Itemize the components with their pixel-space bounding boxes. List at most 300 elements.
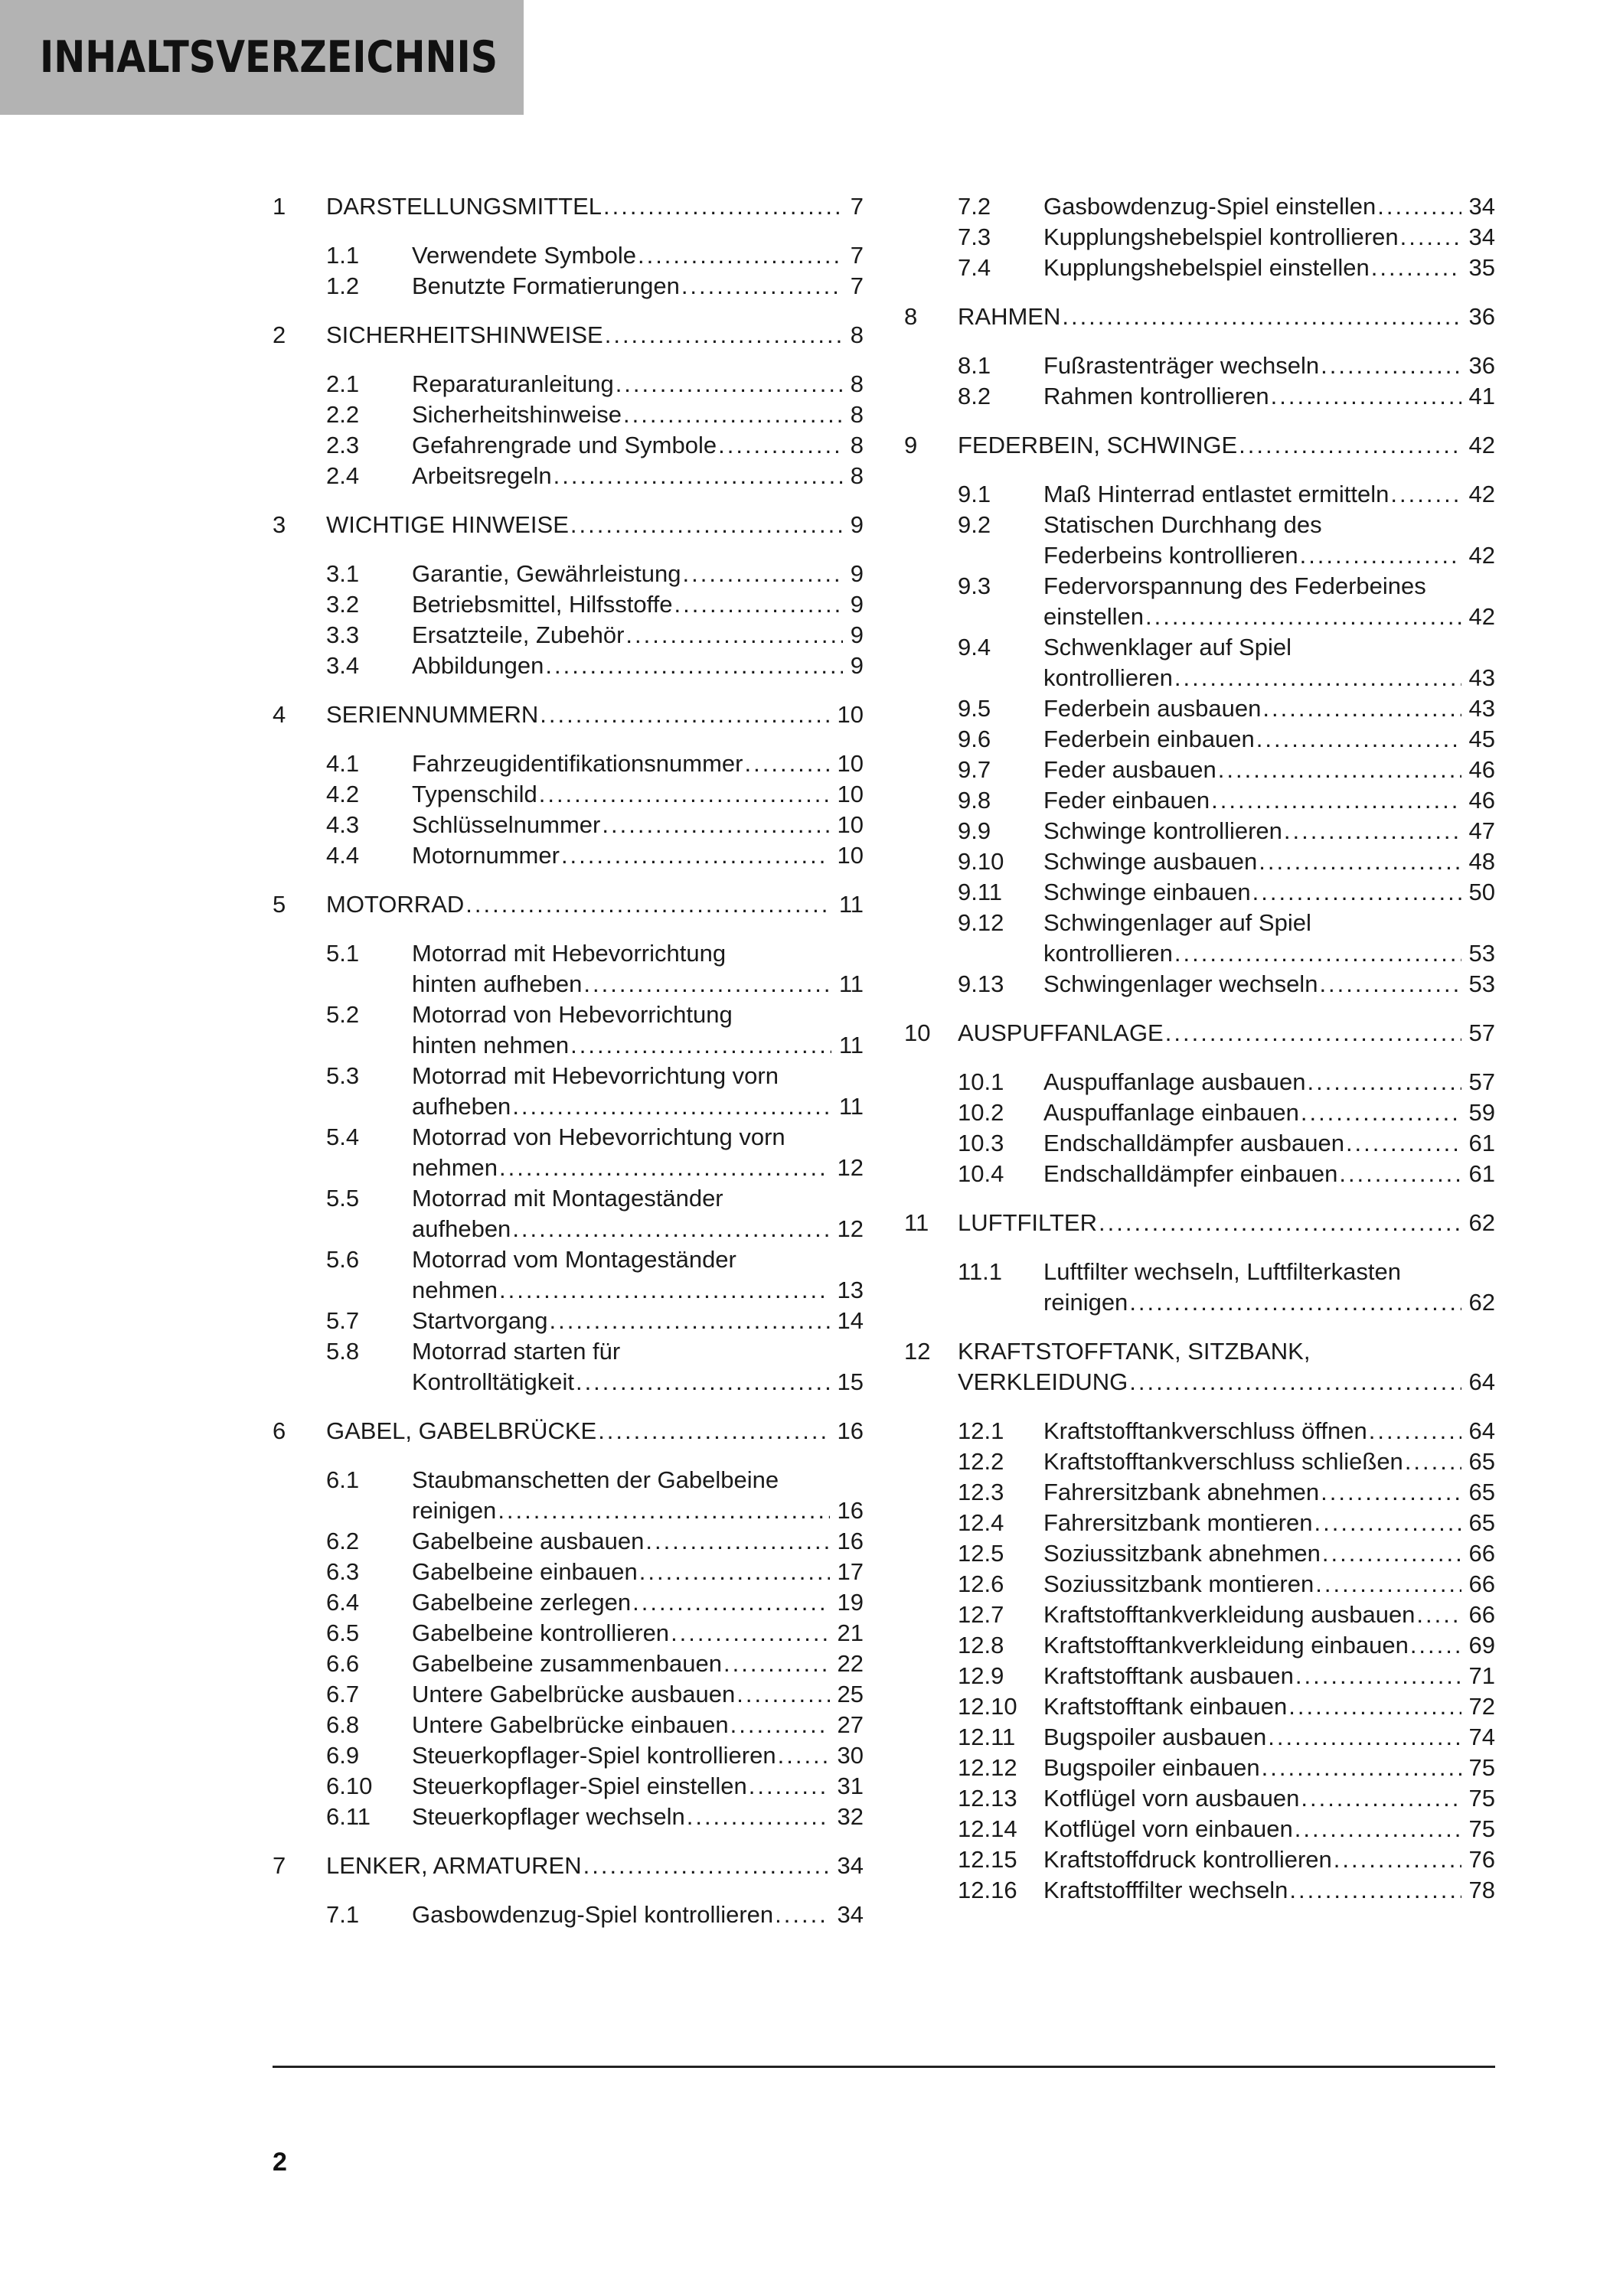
toc-section-entry[interactable]	[273, 1183, 864, 1244]
toc-section-entry[interactable]	[273, 1306, 864, 1336]
toc-section-entry[interactable]	[904, 632, 1495, 693]
toc-entry-title-line: Gefahrengrade und Symbole	[412, 432, 717, 458]
toc-page-number: 61	[1468, 1160, 1495, 1187]
toc-entry-number: 12.14	[958, 1815, 1017, 1842]
toc-chapter-entry[interactable]	[273, 510, 864, 540]
header-box	[0, 0, 524, 115]
toc-entry-number: 4.2	[326, 781, 360, 807]
toc-page-number: 42	[1468, 603, 1495, 630]
toc-entry-number: 10.1	[958, 1068, 1004, 1095]
toc-entry-title	[412, 938, 864, 1000]
dot-leader	[539, 779, 830, 810]
toc-entry-title-line: kontrollieren	[1043, 940, 1173, 967]
toc-section-entry[interactable]	[904, 969, 1495, 1000]
toc-entry-title	[1043, 1753, 1495, 1783]
toc-entry-title-line: LUFTFILTER	[958, 1209, 1097, 1236]
toc-entry-title-line: Schwingenlager auf Spiel	[1043, 909, 1311, 936]
dot-leader	[1300, 540, 1461, 571]
toc-entry-title-line: Maß Hinterrad entlastet ermitteln	[1043, 481, 1390, 507]
toc-entry-title-line: Gasbowdenzug-Spiel kontrollieren	[412, 1901, 774, 1928]
toc-entry-title	[1043, 479, 1495, 510]
toc-section-entry[interactable]	[273, 840, 864, 871]
toc-entry-number: 6.2	[326, 1528, 360, 1554]
dot-leader	[598, 1416, 829, 1446]
toc-section-entry[interactable]	[904, 1257, 1495, 1318]
toc-page-number: 43	[1468, 664, 1495, 691]
toc-entry-number: 9.3	[958, 572, 991, 599]
toc-entry-title	[1043, 222, 1495, 253]
toc-chapter-entry[interactable]	[904, 1208, 1495, 1238]
toc-entry-title-line: Verwendete Symbole	[412, 242, 636, 269]
dot-leader	[465, 889, 831, 920]
toc-section-entry[interactable]	[904, 1722, 1495, 1753]
toc-page-number: 10	[837, 701, 864, 728]
toc-entry-title	[958, 430, 1495, 461]
toc-entry-number: 12.5	[958, 1540, 1004, 1567]
toc-entry-number: 5.2	[326, 1001, 360, 1028]
toc-entry-title	[1043, 351, 1495, 381]
toc-entry-title-line: Gabelbeine kontrollieren	[412, 1619, 670, 1646]
toc-entry-number: 6.4	[326, 1589, 360, 1616]
toc-section-entry[interactable]	[273, 938, 864, 1000]
toc-section-entry[interactable]	[904, 1844, 1495, 1875]
toc-page-number: 75	[1468, 1815, 1495, 1842]
toc-entry-number: 2.1	[326, 370, 360, 397]
toc-page-number: 48	[1468, 848, 1495, 875]
toc-page-number: 10	[837, 811, 864, 838]
toc-page-number: 10	[837, 750, 864, 777]
toc-page-number: 7	[850, 272, 864, 299]
toc-section-entry[interactable]	[273, 1000, 864, 1061]
dot-leader	[718, 430, 843, 461]
toc-section-entry[interactable]	[273, 1244, 864, 1306]
dot-leader	[1301, 1097, 1461, 1128]
toc-page-number: 7	[850, 193, 864, 220]
toc-entry-number: 6.1	[326, 1466, 360, 1493]
toc-entry-number: 4.3	[326, 811, 360, 838]
toc-page-number: 75	[1468, 1785, 1495, 1812]
toc-section-entry[interactable]	[904, 1508, 1495, 1538]
toc-section-entry[interactable]	[904, 1159, 1495, 1189]
toc-entry-title	[1043, 1477, 1495, 1508]
toc-entry-title-line: RAHMEN	[958, 303, 1061, 330]
toc-entry-title	[1043, 1067, 1495, 1097]
dot-leader	[512, 1091, 831, 1122]
toc-entry-title	[412, 240, 864, 271]
toc-entry-title-line: Kraftstofftank einbauen	[1043, 1693, 1288, 1720]
toc-entry-number: 10.4	[958, 1160, 1004, 1187]
toc-entry-title-line: Schwinge ausbauen	[1043, 848, 1258, 875]
toc-entry-title	[1043, 1159, 1495, 1189]
toc-page-number: 64	[1468, 1417, 1495, 1444]
toc-section-entry[interactable]	[904, 846, 1495, 877]
toc-page-number: 9	[850, 560, 864, 587]
toc-section-entry[interactable]	[904, 693, 1495, 724]
toc-section-entry[interactable]	[273, 240, 864, 271]
toc-entry-title	[1043, 1844, 1495, 1875]
dot-leader	[576, 1367, 830, 1397]
dot-leader	[1314, 1508, 1461, 1538]
toc-section-entry[interactable]	[273, 1649, 864, 1679]
toc-page-number: 22	[837, 1650, 864, 1677]
dot-leader	[1410, 1630, 1461, 1661]
toc-page-number: 34	[837, 1852, 864, 1879]
toc-section-entry[interactable]	[904, 1753, 1495, 1783]
toc-entry-title	[412, 1122, 864, 1183]
toc-entry-title-line: GABEL, GABELBRÜCKE	[326, 1417, 597, 1444]
toc-section-entry[interactable]	[273, 589, 864, 620]
toc-section-entry[interactable]	[904, 1630, 1495, 1661]
toc-entry-title-line: Motornummer	[412, 842, 560, 869]
toc-entry-number: 5	[273, 891, 286, 918]
toc-section-entry[interactable]	[273, 1526, 864, 1557]
toc-entry-title-line: SICHERHEITSHINWEISE	[326, 321, 603, 348]
toc-chapter-entry[interactable]	[273, 889, 864, 920]
toc-section-entry[interactable]	[904, 755, 1495, 785]
toc-entry-number: 7	[273, 1852, 286, 1879]
toc-page-number: 74	[1468, 1724, 1495, 1750]
toc-page-number: 16	[837, 1417, 864, 1444]
toc-entry-number: 12.9	[958, 1662, 1004, 1689]
toc-entry-title-line: Kraftstoffdruck kontrollieren	[1043, 1846, 1332, 1873]
toc-entry-title	[1043, 1569, 1495, 1600]
toc-entry-number: 11.1	[958, 1258, 1003, 1285]
toc-section-entry[interactable]	[904, 510, 1495, 571]
toc-entry-title-line: Federbeins kontrollieren	[1043, 542, 1298, 569]
toc-section-entry[interactable]	[273, 1587, 864, 1618]
toc-entry-title-line: Fahrersitzbank montieren	[1043, 1509, 1313, 1536]
toc-entry-title	[412, 1000, 864, 1061]
dot-leader	[602, 810, 829, 840]
toc-section-entry[interactable]	[904, 1600, 1495, 1630]
toc-entry-number: 12.2	[958, 1448, 1004, 1475]
toc-chapter-entry[interactable]	[904, 430, 1495, 461]
toc-entry-number: 12.6	[958, 1570, 1004, 1597]
dot-leader	[1377, 191, 1461, 222]
toc-page-number: 11	[838, 1093, 864, 1120]
toc-section-entry[interactable]	[904, 785, 1495, 816]
toc-page-number: 15	[837, 1368, 864, 1395]
toc-section-entry[interactable]	[904, 1477, 1495, 1508]
toc-entry-title	[1043, 1128, 1495, 1159]
toc-entry-title	[412, 1244, 864, 1306]
toc-entry-title	[412, 620, 864, 651]
dot-leader	[1289, 1875, 1461, 1906]
toc-entry-title-line: Feder einbauen	[1043, 787, 1210, 814]
toc-page-number: 65	[1468, 1448, 1495, 1475]
toc-section-entry[interactable]	[273, 1465, 864, 1526]
toc-section-entry[interactable]	[904, 351, 1495, 381]
toc-entry-title	[412, 1771, 864, 1802]
toc-entry-title-line: reinigen	[412, 1497, 497, 1524]
toc-page-number: 30	[837, 1742, 864, 1769]
toc-section-entry[interactable]	[273, 1802, 864, 1832]
toc-section-entry[interactable]	[273, 810, 864, 840]
dot-leader	[1321, 1477, 1461, 1508]
toc-section-entry[interactable]	[904, 877, 1495, 908]
toc-entry-title-line: FEDERBEIN, SCHWINGE	[958, 432, 1238, 458]
toc-entry-title-line: Staubmanschetten der Gabelbeine	[412, 1466, 779, 1493]
toc-page-number: 69	[1468, 1632, 1495, 1658]
toc-entry-title	[412, 810, 864, 840]
dot-leader	[540, 700, 829, 730]
toc-entry-title-line: kontrollieren	[1043, 664, 1173, 691]
toc-entry-title-line: Kupplungshebelspiel einstellen	[1043, 254, 1370, 281]
toc-chapter-entry[interactable]	[273, 1416, 864, 1446]
toc-entry-title	[1043, 632, 1495, 693]
toc-entry-title-line: Gasbowdenzug-Spiel einstellen	[1043, 193, 1376, 220]
toc-page-number: 21	[837, 1619, 864, 1646]
toc-section-entry[interactable]	[904, 1875, 1495, 1906]
toc-entry-title-line: Federbein einbauen	[1043, 726, 1255, 752]
dot-leader	[687, 1802, 830, 1832]
toc-chapter-entry[interactable]	[273, 700, 864, 730]
toc-page-number: 17	[837, 1558, 864, 1585]
toc-entry-title	[326, 700, 864, 730]
toc-chapter-entry[interactable]	[273, 1851, 864, 1881]
toc-entry-title	[1043, 1814, 1495, 1844]
toc-entry-title	[1043, 1538, 1495, 1569]
toc-page-number: 8	[850, 401, 864, 428]
toc-entry-title	[326, 510, 864, 540]
toc-page-number: 13	[837, 1277, 864, 1303]
toc-section-entry[interactable]	[273, 1122, 864, 1183]
dot-leader	[1239, 430, 1461, 461]
toc-entry-number: 12.13	[958, 1785, 1017, 1812]
toc-entry-title	[412, 1740, 864, 1771]
toc-section-entry[interactable]	[273, 461, 864, 491]
dot-leader	[605, 320, 843, 351]
toc-page-number: 34	[837, 1901, 864, 1928]
toc-entry-number: 5.6	[326, 1246, 360, 1273]
toc-entry-title	[326, 191, 864, 222]
toc-entry-number: 9.8	[958, 787, 991, 814]
dot-leader	[570, 1030, 831, 1061]
toc-entry-title-line: Feder ausbauen	[1043, 756, 1216, 783]
toc-entry-title	[1043, 253, 1495, 283]
toc-section-entry[interactable]	[273, 559, 864, 589]
toc-entry-title-line: Kupplungshebelspiel kontrollieren	[1043, 223, 1399, 250]
toc-entry-title-line: Fußrastenträger wechseln	[1043, 352, 1320, 379]
dot-leader	[1129, 1287, 1461, 1318]
toc-entry-title	[326, 1416, 864, 1446]
toc-entry-number: 9.2	[958, 511, 991, 538]
dot-leader	[1369, 1416, 1461, 1446]
toc-section-entry[interactable]	[904, 724, 1495, 755]
toc-section-entry[interactable]	[273, 1710, 864, 1740]
toc-entry-title	[1043, 1875, 1495, 1906]
toc-section-entry[interactable]	[904, 1783, 1495, 1814]
toc-section-entry[interactable]	[273, 1618, 864, 1649]
toc-page-number: 11	[838, 1032, 864, 1058]
toc-entry-title-line: Federvorspannung des Federbeines	[1043, 572, 1426, 599]
toc-chapter-entry[interactable]	[904, 302, 1495, 332]
toc-page-number: 42	[1468, 481, 1495, 507]
toc-page-number: 11	[838, 970, 864, 997]
toc-page-number: 34	[1468, 223, 1495, 250]
toc-entry-title	[412, 589, 864, 620]
toc-page-number: 57	[1468, 1019, 1495, 1046]
dot-leader	[1262, 693, 1461, 724]
toc-entry-title-line: Rahmen kontrollieren	[1043, 383, 1269, 409]
toc-page-number: 57	[1468, 1068, 1495, 1095]
toc-entry-number: 5.4	[326, 1124, 360, 1150]
dot-leader	[638, 240, 843, 271]
toc-entry-title-line: reinigen	[1043, 1289, 1128, 1316]
toc-chapter-entry[interactable]	[904, 1336, 1495, 1397]
toc-entry-title	[1043, 1097, 1495, 1128]
toc-page-number: 25	[837, 1681, 864, 1707]
toc-section-entry[interactable]	[904, 1446, 1495, 1477]
dot-leader	[1268, 1722, 1461, 1753]
toc-page-number: 9	[850, 621, 864, 648]
dot-leader	[603, 191, 843, 222]
dot-leader	[1322, 1538, 1461, 1569]
toc-entry-title	[412, 1649, 864, 1679]
toc-section-entry[interactable]	[904, 1097, 1495, 1128]
toc-page-number: 66	[1468, 1601, 1495, 1628]
toc-entry-title	[326, 889, 864, 920]
toc-section-entry[interactable]	[904, 381, 1495, 412]
dot-leader	[623, 400, 843, 430]
toc-page-number: 8	[850, 432, 864, 458]
toc-section-entry[interactable]	[273, 1740, 864, 1771]
toc-entry-title	[1043, 191, 1495, 222]
toc-page-number: 53	[1468, 970, 1495, 997]
toc-section-entry[interactable]	[273, 748, 864, 779]
toc-page-number: 9	[850, 591, 864, 618]
toc-entry-number: 12.4	[958, 1509, 1004, 1536]
toc-entry-number: 7.4	[958, 254, 991, 281]
toc-section-entry[interactable]	[273, 400, 864, 430]
toc-section-entry[interactable]	[273, 369, 864, 400]
toc-entry-title	[412, 461, 864, 491]
toc-entry-title	[326, 1851, 864, 1881]
toc-page-number: 43	[1468, 695, 1495, 722]
toc-entry-title-line: Steuerkopflager-Spiel kontrollieren	[412, 1742, 776, 1769]
toc-section-entry[interactable]	[273, 271, 864, 302]
toc-page-number: 50	[1468, 879, 1495, 905]
toc-section-entry[interactable]	[273, 779, 864, 810]
toc-section-entry[interactable]	[273, 1900, 864, 1930]
toc-entry-number: 6.7	[326, 1681, 360, 1707]
toc-entry-number: 6.3	[326, 1558, 360, 1585]
toc-page-number: 72	[1468, 1693, 1495, 1720]
toc-entry-title-line: Kraftstofftankverkleidung ausbauen	[1043, 1601, 1416, 1628]
toc-section-entry[interactable]	[904, 908, 1495, 969]
footer-rule	[273, 2066, 1495, 2068]
dot-leader	[499, 1275, 829, 1306]
toc-section-entry[interactable]	[273, 1771, 864, 1802]
toc-entry-number: 12.8	[958, 1632, 1004, 1658]
toc-entry-title-line: Typenschild	[412, 781, 537, 807]
toc-page-number: 46	[1468, 787, 1495, 814]
toc-section-entry[interactable]	[904, 1569, 1495, 1600]
toc-entry-number: 7.1	[326, 1901, 360, 1928]
toc-entry-number: 3.2	[326, 591, 360, 618]
toc-entry-title	[1043, 969, 1495, 1000]
toc-section-entry[interactable]	[273, 1679, 864, 1710]
toc-section-entry[interactable]	[273, 1557, 864, 1587]
toc-section-entry[interactable]	[904, 1067, 1495, 1097]
toc-entry-title	[412, 840, 864, 871]
toc-entry-title-line: VERKLEIDUNG	[958, 1368, 1128, 1395]
toc-section-entry[interactable]	[273, 1061, 864, 1122]
toc-entry-title	[1043, 1722, 1495, 1753]
toc-section-entry[interactable]	[904, 1691, 1495, 1722]
toc-entry-number: 3.4	[326, 652, 360, 679]
toc-section-entry[interactable]	[904, 816, 1495, 846]
toc-entry-title-line: einstellen	[1043, 603, 1144, 630]
toc-chapter-entry[interactable]	[273, 320, 864, 351]
toc-entry-title	[1043, 1416, 1495, 1446]
toc-page-number: 36	[1468, 352, 1495, 379]
toc-entry-title	[958, 1018, 1495, 1049]
toc-entry-title-line: aufheben	[412, 1093, 511, 1120]
toc-chapter-entry[interactable]	[273, 191, 864, 222]
toc-entry-number: 2.2	[326, 401, 360, 428]
toc-section-entry[interactable]	[273, 1336, 864, 1397]
toc-entry-title-line: Soziussitzbank montieren	[1043, 1570, 1314, 1597]
toc-entry-title-line: DARSTELLUNGSMITTEL	[326, 193, 603, 220]
toc-entry-title-line: LENKER, ARMATUREN	[326, 1852, 582, 1879]
toc-entry-title-line: Kraftstofffilter wechseln	[1043, 1877, 1288, 1903]
dot-leader	[498, 1495, 829, 1526]
toc-section-entry[interactable]	[904, 1128, 1495, 1159]
toc-section-entry[interactable]	[904, 191, 1495, 222]
toc-entry-title-line: Untere Gabelbrücke ausbauen	[412, 1681, 736, 1707]
toc-section-entry[interactable]	[904, 1814, 1495, 1844]
toc-entry-title-line: Auspuffanlage einbauen	[1043, 1099, 1299, 1126]
toc-entry-title-line: Kotflügel vorn ausbauen	[1043, 1785, 1300, 1812]
toc-page-number: 8	[850, 321, 864, 348]
toc-entry-title-line: Soziussitzbank abnehmen	[1043, 1540, 1321, 1567]
dot-leader	[550, 1306, 830, 1336]
toc-entry-title-line: Kraftstofftank ausbauen	[1043, 1662, 1294, 1689]
toc-section-entry[interactable]	[904, 479, 1495, 510]
dot-leader	[1262, 1753, 1461, 1783]
toc-entry-number: 8.2	[958, 383, 991, 409]
toc-entry-title-line: Kraftstofftankverschluss öffnen	[1043, 1417, 1367, 1444]
toc-section-entry[interactable]	[273, 430, 864, 461]
toc-entry-number: 12.16	[958, 1877, 1017, 1903]
toc-entry-number: 9.1	[958, 481, 991, 507]
toc-entry-title	[412, 1061, 864, 1122]
toc-entry-title	[1043, 1691, 1495, 1722]
toc-section-entry[interactable]	[273, 651, 864, 681]
toc-section-entry[interactable]	[904, 571, 1495, 632]
dot-leader	[745, 748, 830, 779]
toc-section-entry[interactable]	[904, 222, 1495, 253]
toc-entry-title	[412, 559, 864, 589]
toc-section-entry[interactable]	[904, 1538, 1495, 1569]
toc-section-entry[interactable]	[904, 253, 1495, 283]
toc-section-entry[interactable]	[273, 620, 864, 651]
dot-leader	[1284, 816, 1461, 846]
dot-leader	[1371, 253, 1461, 283]
toc-chapter-entry[interactable]	[904, 1018, 1495, 1049]
toc-section-entry[interactable]	[904, 1416, 1495, 1446]
toc-entry-number: 12.1	[958, 1417, 1004, 1444]
dot-leader	[1390, 479, 1461, 510]
toc-entry-title-line: Endschalldämpfer einbauen	[1043, 1160, 1338, 1187]
toc-entry-number: 3.3	[326, 621, 360, 648]
toc-section-entry[interactable]	[904, 1661, 1495, 1691]
toc-entry-number: 5.1	[326, 940, 360, 967]
toc-entry-title-line: Bugspoiler ausbauen	[1043, 1724, 1267, 1750]
toc-entry-number: 4.1	[326, 750, 360, 777]
dot-leader	[545, 651, 842, 681]
